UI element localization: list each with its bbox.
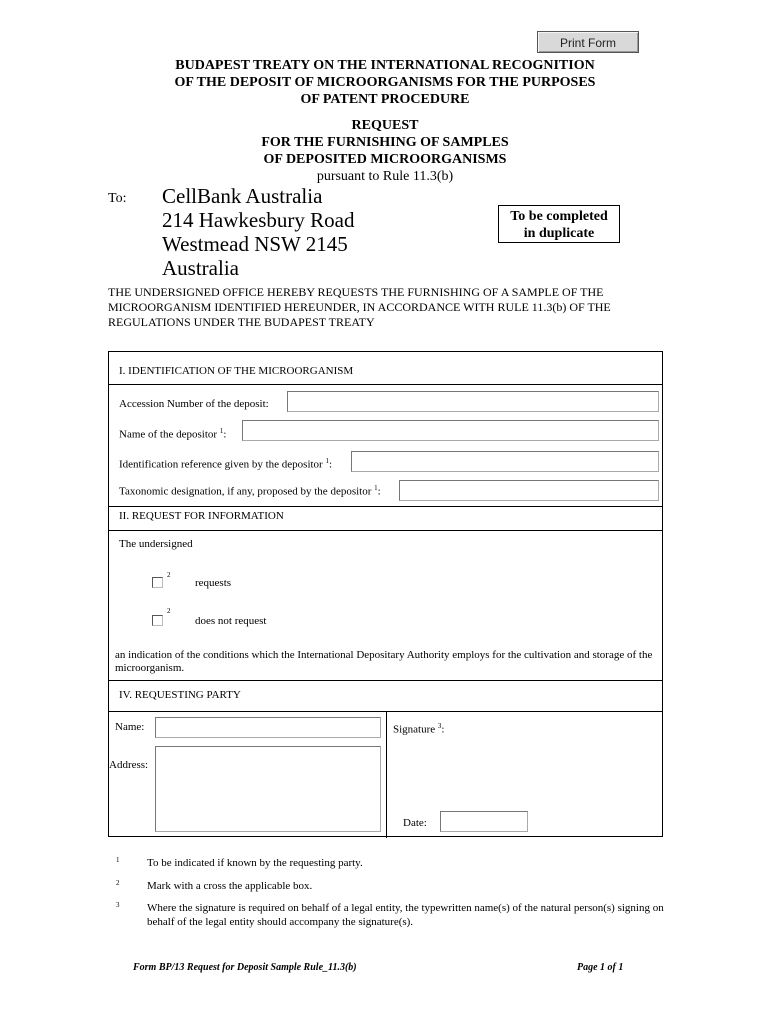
address-line: CellBank Australia — [162, 184, 323, 208]
taxonomic-designation-label-text: Taxonomic designation, if any, proposed by the depositor — [119, 485, 372, 498]
request-line: OF DEPOSITED MICROORGANISMS — [263, 152, 507, 167]
intro-statement: THE UNDERSIGNED OFFICE HEREBY REQUESTS THE FURNISHING OF A SAMPLE OF THE MICROORGANISM IDENTIFIED HEREUNDER, IN ACCORDANCE WITH RULE 11.3(b) OF THE REGULATIONS UNDER THE BUDAPEST TREATY — [108, 285, 611, 329]
duplicate-notice — [498, 205, 620, 243]
undersigned-label: The undersigned — [119, 538, 193, 550]
form-identifier: Form BP/13 Request for Deposit Sample Rule_11.3(b) — [133, 962, 357, 973]
date-input[interactable] — [440, 811, 528, 832]
depositor-name-label-text: Name of the depositor — [119, 428, 218, 441]
footnote-ref: 3 — [437, 722, 442, 730]
recipient-address — [162, 184, 354, 280]
identification-reference-input[interactable] — [351, 451, 659, 472]
footnote-ref: 1 — [325, 457, 329, 465]
footnote-text: Mark with a cross the applicable box. — [147, 880, 313, 892]
footnote-ref: 1 — [219, 427, 224, 435]
signature-label: Signature $^3$: — [393, 722, 445, 736]
page-number: Page 1 of 1 — [577, 962, 624, 973]
does-not-request-checkbox[interactable] — [152, 615, 163, 626]
divider — [109, 530, 662, 531]
request-line: REQUEST — [351, 118, 419, 133]
request-heading — [0, 117, 770, 185]
divider — [109, 384, 662, 385]
identification-reference-label: Identification reference given by the depositor $^1$: — [119, 457, 333, 471]
accession-number-input[interactable] — [287, 391, 659, 412]
depositor-name-input[interactable] — [242, 420, 659, 441]
document-title — [0, 57, 770, 108]
divider — [109, 506, 662, 507]
address-line: Australia — [162, 256, 239, 280]
section-identification-title: I. IDENTIFICATION OF THE MICROORGANISM — [119, 365, 354, 377]
address-line: 214 Hawkesbury Road — [162, 208, 355, 232]
request-form — [108, 351, 663, 837]
footnote-text: Where the signature is required on behalf of a legal entity, the typewritten name(s) of the natural person(s) signing on behalf of the legal entity should accompany the signature(s). — [147, 902, 664, 928]
does-not-request-option-label: does not request — [195, 615, 267, 627]
print-form-button[interactable]: Print Form — [537, 31, 639, 53]
name-label: Name: — [115, 721, 145, 733]
footnote-number: 3 — [116, 901, 120, 909]
title-line: BUDAPEST TREATY ON THE INTERNATIONAL RECOGNITION — [175, 58, 595, 73]
accession-number-label: Accession Number of the deposit: — [119, 398, 269, 410]
pursuant-rule: pursuant to Rule 11.3(b) — [316, 169, 454, 184]
title-line: OF THE DEPOSIT OF MICROORGANISMS FOR THE PURPOSES — [174, 75, 596, 90]
duplicate-line: To be completed — [510, 209, 608, 224]
section-requesting-party-title: IV. REQUESTING PARTY — [119, 689, 241, 701]
taxonomic-designation-label: Taxonomic designation, if any, proposed by the depositor $^1$: — [119, 484, 381, 498]
section-request-info-title: II. REQUEST FOR INFORMATION — [119, 510, 284, 522]
column-divider — [386, 711, 387, 838]
divider — [109, 680, 662, 681]
to-label: To: — [108, 191, 127, 206]
conditions-statement: an indication of the conditions which the International Depositary Authority employs for the cultivation and storage of the microorganism. — [115, 649, 653, 674]
title-line: OF PATENT PROCEDURE — [300, 92, 470, 107]
footnote-number: 1 — [116, 856, 120, 864]
date-label: Date: — [403, 817, 427, 829]
requests-option-label: requests — [195, 577, 232, 589]
depositor-name-label: Name of the depositor $^1$: — [119, 427, 227, 441]
footnote-ref: 1 — [374, 484, 378, 492]
footnote-ref: 2 — [167, 571, 171, 579]
identification-reference-label-text: Identification reference given by the depositor — [119, 458, 323, 471]
requests-checkbox[interactable] — [152, 577, 163, 588]
footnote-ref: 2 — [167, 607, 171, 615]
footnote-text: To be indicated if known by the requesting party. — [147, 857, 363, 869]
footnote-number: 2 — [116, 879, 120, 887]
name-input[interactable] — [155, 717, 381, 738]
signature-label-text: Signature — [393, 723, 436, 736]
taxonomic-designation-input[interactable] — [399, 480, 659, 501]
address-textarea[interactable] — [155, 746, 381, 832]
duplicate-line: in duplicate — [523, 226, 595, 241]
address-label: Address: — [109, 759, 149, 771]
address-line: Westmead NSW 2145 — [162, 232, 348, 256]
request-line: FOR THE FURNISHING OF SAMPLES — [261, 135, 509, 150]
